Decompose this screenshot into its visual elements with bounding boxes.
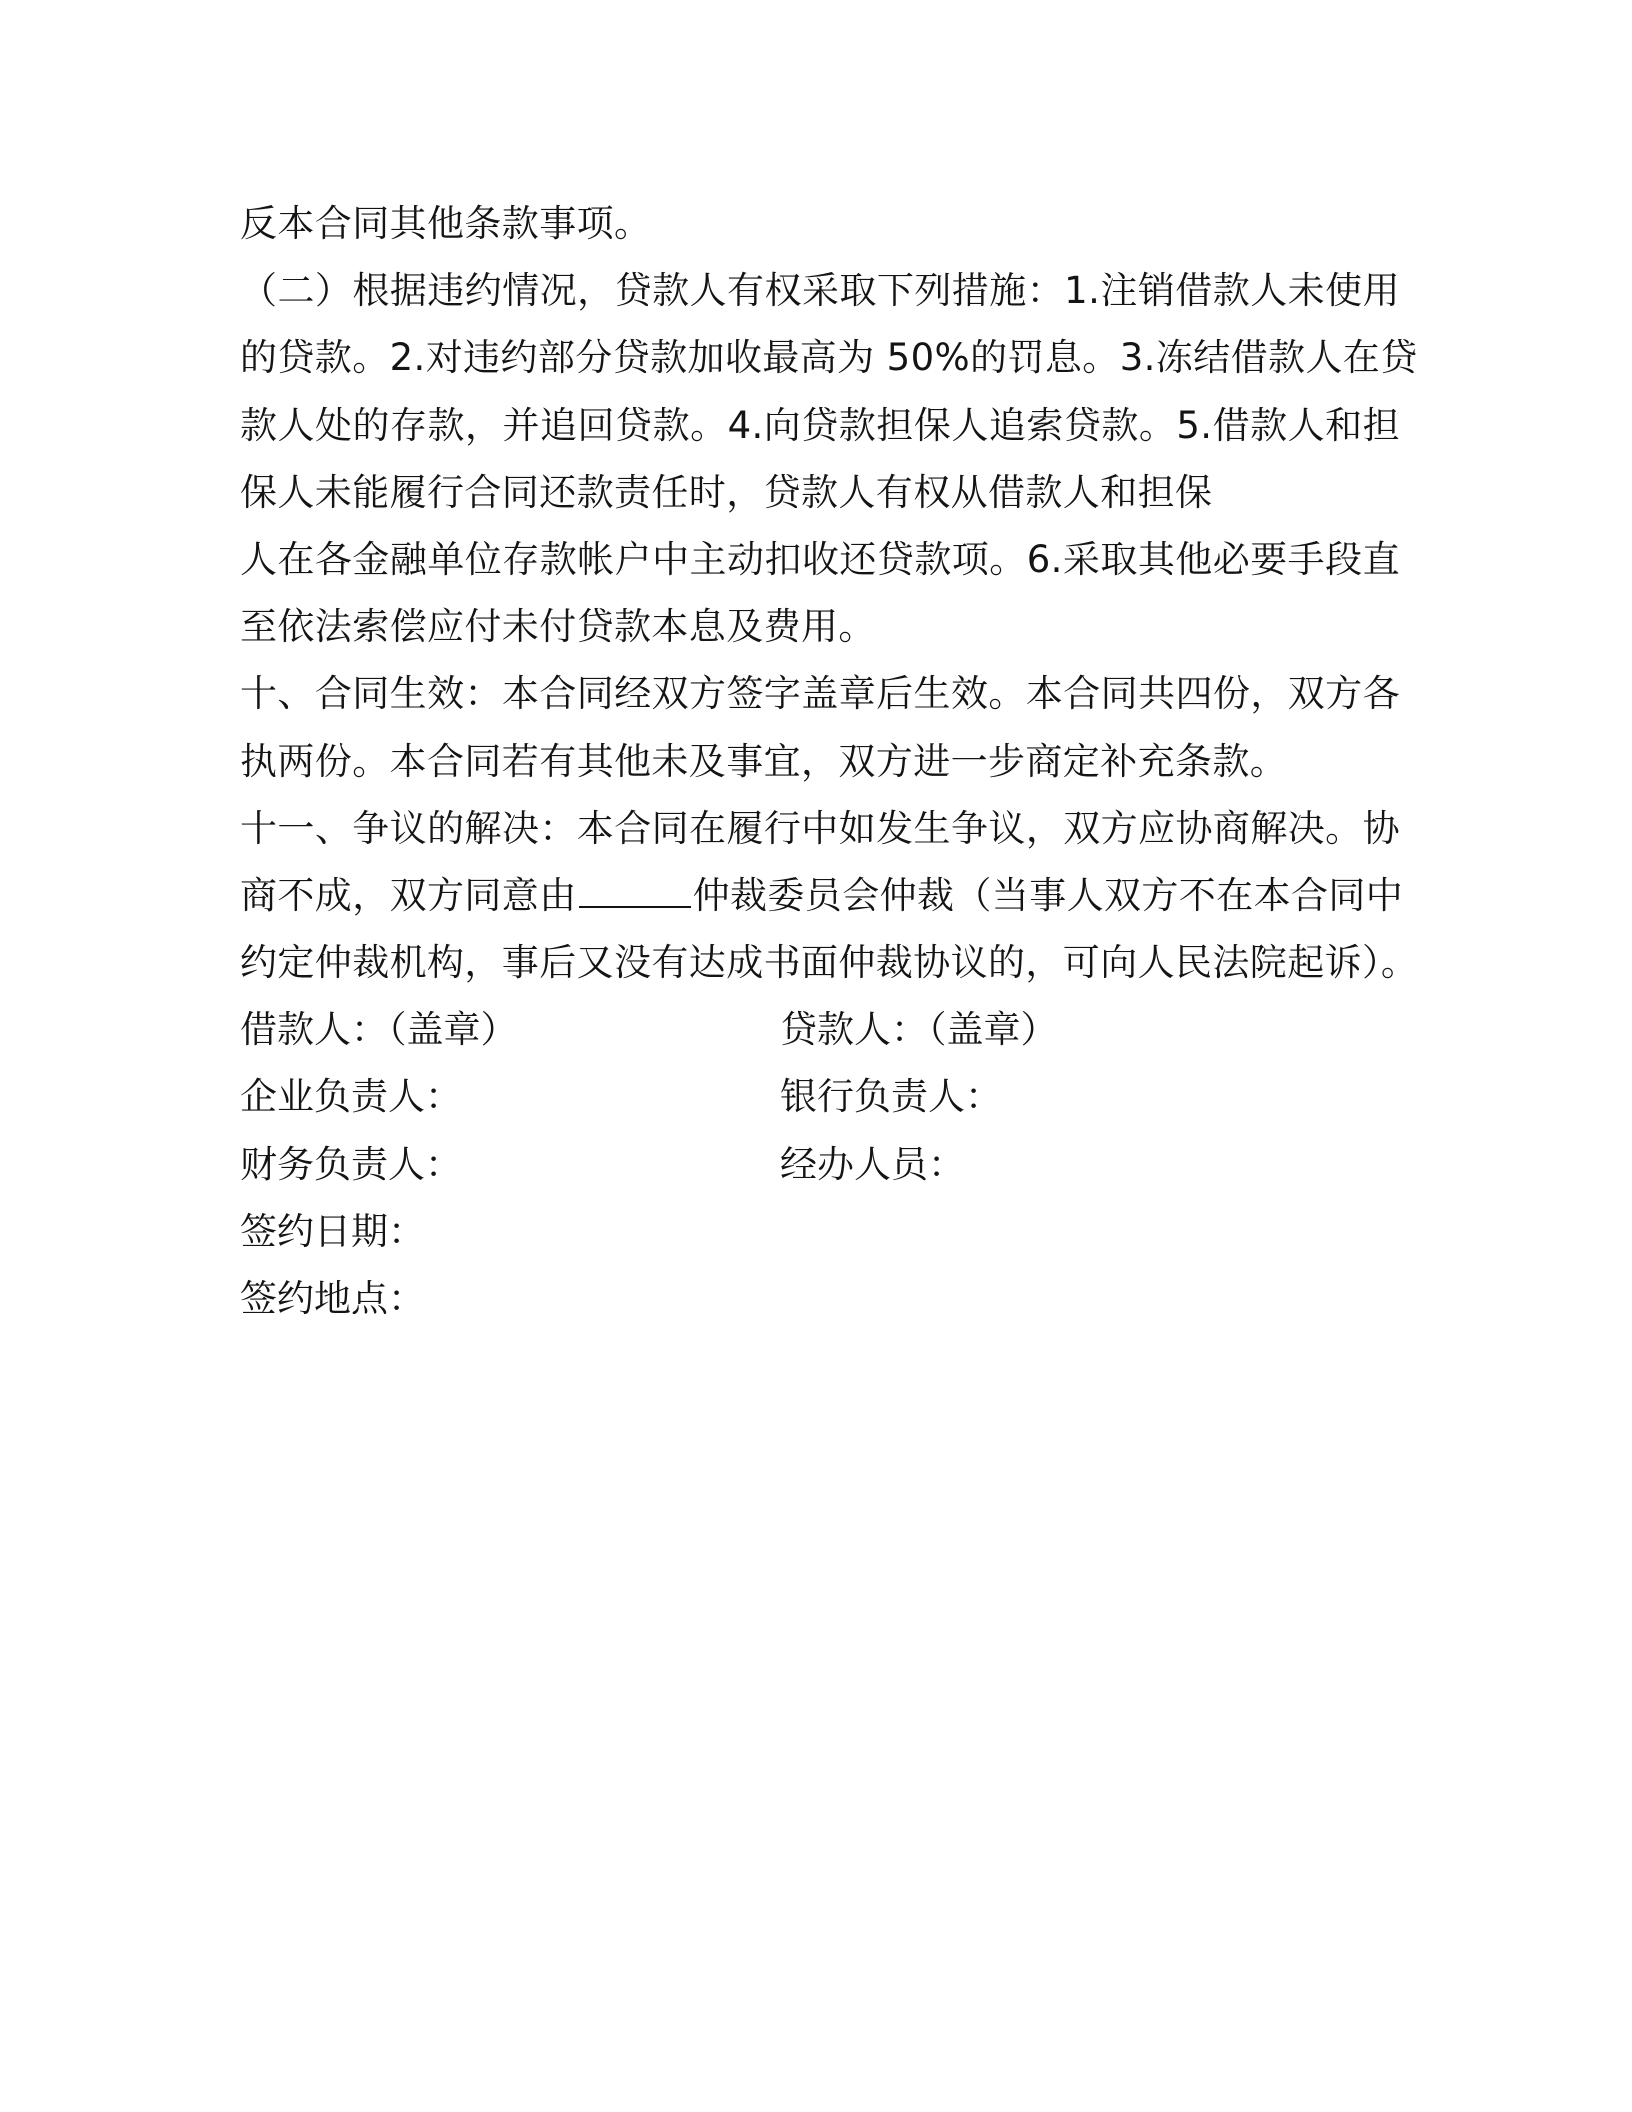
clause-ten-line: 十、合同生效：本合同经双方签字盖章后生效。本合同共四份，双方各 <box>240 672 1400 716</box>
clause-eleven-line: 十一、争议的解决：本合同在履行中如发生争议，双方应协商解决。协 <box>240 806 1400 850</box>
arbitration-line <box>240 862 1404 929</box>
document-body <box>240 190 1419 1332</box>
paragraph-line: 人在各金融单位存款帐户中主动扣收还贷款项。6.采取其他必要手段直 <box>240 537 1400 581</box>
paragraph-line: 保人未能履行合同还款责任时，贷款人有权从借款人和担保 <box>240 470 1213 514</box>
sign-place-label: 签约地点： <box>240 1277 425 1320</box>
signature-row <box>240 1265 1400 1332</box>
lender-seal-label: 贷款人：（盖章） <box>780 1008 1058 1052</box>
enterprise-head-label: 企业负责人： <box>240 1075 462 1119</box>
bank-head-label: 银行负责人： <box>780 1075 1002 1119</box>
arbitration-blank-field[interactable] <box>579 872 691 908</box>
handler-label: 经办人员： <box>780 1142 965 1186</box>
finance-head-label: 财务负责人： <box>240 1142 462 1186</box>
paragraph-line: 至依法索偿应付未付贷款本息及费用。 <box>240 605 876 649</box>
arbitration-line: 约定仲裁机构，事后又没有达成书面仲裁协议的，可向人民法院起诉）。 <box>240 941 1419 985</box>
paragraph-line: 反本合同其他条款事项。 <box>240 202 652 245</box>
signature-row <box>240 1131 1400 1198</box>
signature-row <box>240 1063 1400 1130</box>
arbitration-prefix: 商不成，双方同意由 <box>240 873 577 917</box>
signature-row <box>240 996 1400 1063</box>
paragraph-line: 的贷款。2.对违约部分贷款加收最高为 50%的罚息。3.冻结借款人在贷 <box>240 336 1418 380</box>
signature-row <box>240 1198 1400 1265</box>
paragraph-line: （二）根据违约情况，贷款人有权采取下列措施：1.注销借款人未使用 <box>240 269 1400 313</box>
clause-ten-line: 执两份。本合同若有其他未及事宜，双方进一步商定补充条款。 <box>240 739 1288 783</box>
borrower-seal-label: 借款人：（盖章） <box>240 1008 518 1052</box>
paragraph-line: 款人处的存款，并追回贷款。4.向贷款担保人追索贷款。5.借款人和担 <box>240 403 1400 447</box>
arbitration-suffix: 仲裁委员会仲裁（当事人双方不在本合同中 <box>692 873 1404 917</box>
sign-date-label: 签约日期： <box>240 1209 425 1253</box>
